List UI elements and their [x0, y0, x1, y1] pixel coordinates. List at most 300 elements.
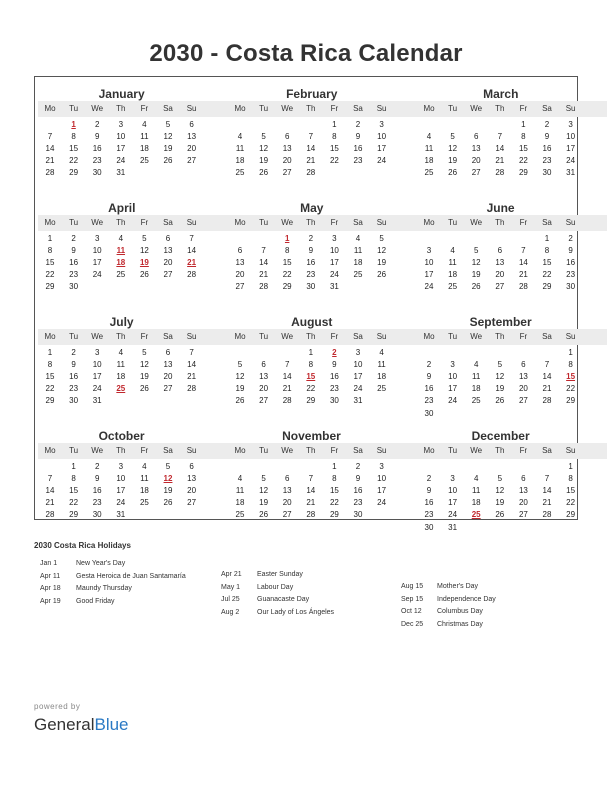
day-cell: 10 [566, 132, 576, 142]
day-cell: 13 [495, 258, 505, 268]
day-cell: 15 [329, 144, 339, 154]
month-name: October [98, 429, 145, 443]
weekday-label: Fr [330, 218, 339, 227]
day-cell: 12 [139, 360, 149, 370]
day-cell: 5 [497, 474, 503, 484]
day-cell: 9 [94, 132, 100, 142]
day-cell: 24 [116, 156, 126, 166]
day-cell: 22 [329, 498, 339, 508]
weekday-label: Sa [353, 332, 363, 341]
holiday-name: Maundy Thursday [76, 585, 132, 592]
weekday-label: Fr [519, 218, 528, 227]
weekday-label: Su [186, 218, 197, 227]
day-cell: 16 [92, 144, 102, 154]
weekday-label: Tu [69, 218, 79, 227]
day-cell: 14 [542, 372, 552, 382]
day-cell: 11 [472, 372, 481, 382]
weekday-label: Tu [448, 104, 458, 113]
day-cell: 24 [448, 510, 458, 520]
month-name: August [291, 315, 333, 329]
weekday-label: Fr [519, 104, 528, 113]
weekday-label: Mo [423, 446, 435, 455]
day-cell: 16 [92, 486, 102, 496]
holiday-day: 2 [332, 348, 337, 357]
weekday-label: Mo [44, 332, 56, 341]
day-cell: 1 [568, 462, 573, 471]
day-cell: 25 [471, 396, 481, 406]
day-cell: 28 [306, 168, 316, 178]
day-cell: 3 [94, 234, 100, 243]
day-cell: 26 [471, 282, 481, 292]
day-cell: 10 [92, 360, 102, 370]
weekday-label: Mo [423, 332, 435, 341]
day-cell: 18 [353, 258, 363, 268]
day-cell: 24 [92, 384, 102, 394]
day-cell: 2 [355, 462, 361, 471]
day-cell: 4 [355, 234, 361, 243]
weekday-label: Mo [44, 446, 56, 455]
holiday-day: 15 [566, 372, 576, 382]
day-cell: 1 [568, 348, 573, 357]
day-cell: 15 [45, 372, 55, 382]
day-cell: 24 [566, 156, 576, 166]
day-cell: 13 [518, 372, 528, 382]
day-cell: 22 [45, 270, 55, 280]
day-cell: 23 [566, 270, 576, 280]
day-cell: 12 [163, 132, 173, 142]
day-cell: 12 [259, 486, 269, 496]
month-name: March [483, 87, 519, 101]
day-cell: 4 [118, 348, 124, 357]
day-cell: 18 [235, 498, 245, 508]
weekday-label: Tu [69, 104, 79, 113]
weekday-label: Sa [163, 104, 173, 113]
day-cell: 6 [189, 462, 194, 471]
weekday-label: Mo [423, 218, 435, 227]
day-cell: 15 [542, 258, 552, 268]
day-cell: 21 [259, 270, 269, 280]
day-cell: 25 [139, 498, 149, 508]
day-cell: 21 [187, 372, 197, 382]
day-cell: 23 [69, 270, 79, 280]
day-cell: 19 [163, 144, 173, 154]
weekday-label: Su [565, 104, 576, 113]
day-cell: 11 [140, 132, 149, 142]
day-cell: 19 [495, 384, 505, 394]
day-cell: 29 [566, 510, 576, 520]
day-cell: 9 [426, 486, 432, 496]
day-cell: 26 [377, 270, 387, 280]
day-cell: 18 [139, 144, 149, 154]
weekday-label: Su [565, 218, 576, 227]
day-cell: 20 [235, 270, 245, 280]
day-cell: 31 [92, 396, 102, 406]
day-cell: 8 [332, 132, 337, 142]
weekday-label: Fr [140, 104, 149, 113]
weekday-label: Tu [448, 446, 458, 455]
weekday-header [38, 329, 228, 345]
holiday-day: 12 [163, 474, 173, 484]
day-cell: 11 [424, 144, 434, 154]
day-cell: 19 [259, 498, 269, 508]
day-cell: 7 [189, 234, 194, 243]
day-cell: 23 [69, 384, 79, 394]
weekday-label: Tu [69, 446, 79, 455]
weekday-label: Th [116, 446, 126, 455]
weekday-label: Tu [69, 332, 79, 341]
holiday-day: 25 [116, 384, 126, 394]
holiday-name: Gesta Heroica de Juan Santamaría [76, 572, 186, 580]
month-august [228, 307, 418, 420]
weekday-label: Fr [519, 332, 528, 341]
day-cell: 14 [495, 144, 505, 154]
day-cell: 17 [448, 384, 458, 394]
day-cell: 14 [518, 258, 528, 268]
holiday-day: 1 [71, 120, 76, 129]
day-cell: 17 [92, 372, 102, 382]
day-cell: 30 [69, 282, 79, 292]
day-cell: 25 [377, 384, 387, 394]
weekday-label: Su [186, 332, 197, 341]
weekday-label: We [281, 446, 294, 455]
day-cell: 25 [424, 168, 434, 178]
day-cell: 4 [450, 246, 455, 256]
weekday-label: Th [306, 104, 316, 113]
day-cell: 4 [473, 360, 479, 370]
weekday-label: We [281, 104, 294, 113]
day-cell: 23 [329, 384, 339, 394]
weekday-label: Sa [353, 104, 363, 113]
day-cell: 23 [92, 156, 102, 166]
day-cell: 12 [235, 372, 245, 382]
day-cell: 7 [308, 474, 314, 484]
day-cell: 14 [45, 486, 55, 496]
holiday-date: Jan 1 [40, 560, 58, 567]
weekday-label: Mo [44, 104, 56, 113]
month-name: September [469, 315, 532, 329]
day-cell: 31 [353, 396, 363, 406]
day-cell: 2 [544, 120, 550, 129]
day-cell: 5 [165, 462, 171, 471]
day-cell: 26 [139, 384, 149, 394]
day-cell: 10 [116, 474, 126, 484]
day-cell: 22 [566, 384, 576, 394]
day-cell: 2 [71, 234, 76, 243]
month-march [417, 79, 607, 192]
day-cell: 18 [424, 156, 434, 166]
day-cell: 8 [332, 474, 337, 484]
weekday-label: Sa [542, 332, 552, 341]
day-cell: 4 [426, 132, 432, 142]
day-cell: 27 [259, 396, 269, 406]
day-cell: 31 [116, 510, 126, 520]
holiday-name: Mother's Day [437, 583, 479, 590]
day-cell: 4 [142, 462, 147, 471]
day-cell: 27 [163, 384, 173, 394]
day-cell: 7 [47, 474, 53, 484]
day-cell: 13 [187, 132, 197, 142]
day-cell: 15 [566, 486, 576, 496]
weekday-label: Mo [234, 104, 246, 113]
day-cell: 3 [332, 234, 337, 243]
day-cell: 18 [116, 372, 126, 382]
day-cell: 17 [566, 144, 576, 154]
holidays-title: 2030 Costa Rica Holidays [34, 541, 131, 550]
holiday-name: Guanacaste Day [257, 596, 310, 603]
day-cell: 22 [542, 270, 552, 280]
weekday-label: Sa [542, 218, 552, 227]
holiday-date: Apr 19 [40, 597, 61, 605]
day-cell: 17 [424, 270, 434, 280]
day-cell: 6 [521, 474, 526, 484]
weekday-label: Th [495, 446, 505, 455]
day-cell: 16 [306, 258, 316, 268]
weekday-label: Tu [448, 332, 458, 341]
day-cell: 2 [94, 462, 100, 471]
day-cell: 16 [353, 144, 363, 154]
month-name: January [98, 87, 145, 101]
day-cell: 17 [329, 258, 339, 268]
month-may [228, 193, 418, 306]
weekday-label: Sa [353, 446, 363, 455]
day-cell: 18 [377, 372, 387, 382]
holiday-name: New Year's Day [76, 560, 126, 567]
calendar-grid [34, 76, 578, 532]
holiday-date: Jul 25 [221, 596, 240, 603]
day-cell: 27 [187, 498, 197, 508]
weekday-label: Su [376, 218, 387, 227]
day-cell: 16 [329, 372, 339, 382]
day-cell: 7 [47, 132, 53, 142]
weekday-label: Su [376, 104, 387, 113]
day-cell: 20 [282, 156, 292, 166]
day-cell: 16 [69, 258, 79, 268]
day-cell: 13 [235, 258, 245, 268]
day-cell: 31 [116, 168, 126, 178]
day-cell: 23 [306, 270, 316, 280]
holiday-date: Sep 15 [401, 595, 424, 603]
day-cell: 13 [282, 486, 292, 496]
month-name: November [282, 429, 341, 443]
day-cell: 26 [495, 396, 505, 406]
holiday-date: Apr 18 [40, 585, 61, 592]
day-cell: 19 [163, 486, 173, 496]
day-cell: 7 [308, 132, 314, 142]
day-cell: 8 [521, 132, 526, 142]
day-cell: 29 [329, 510, 339, 520]
day-cell: 5 [473, 246, 479, 256]
holiday-name: Christmas Day [437, 620, 483, 628]
weekday-label: We [281, 218, 294, 227]
day-cell: 13 [518, 486, 528, 496]
day-cell: 28 [45, 168, 55, 178]
month-name: April [108, 201, 136, 215]
month-name: February [286, 87, 338, 101]
day-cell: 20 [163, 258, 173, 268]
weekday-label: We [91, 104, 104, 113]
day-cell: 30 [92, 168, 102, 178]
day-cell: 8 [71, 474, 76, 484]
holiday-day: 19 [139, 258, 149, 268]
day-cell: 8 [47, 246, 53, 256]
holiday-name: Labour Day [257, 583, 294, 591]
day-cell: 29 [69, 510, 79, 520]
weekday-label: Sa [542, 446, 552, 455]
month-december [417, 421, 607, 534]
day-cell: 10 [116, 132, 126, 142]
day-cell: 22 [282, 270, 292, 280]
weekday-label: Su [376, 332, 387, 341]
day-cell: 22 [306, 384, 316, 394]
day-cell: 11 [353, 246, 363, 256]
day-cell: 13 [187, 474, 197, 484]
day-cell: 28 [542, 396, 552, 406]
day-cell: 13 [259, 372, 269, 382]
day-cell: 11 [116, 360, 125, 370]
day-cell: 21 [45, 156, 55, 166]
day-cell: 20 [495, 270, 505, 280]
day-cell: 29 [518, 168, 528, 178]
day-cell: 3 [450, 360, 455, 370]
day-cell: 9 [355, 474, 361, 484]
weekday-label: Mo [423, 104, 435, 113]
weekday-label: Su [186, 104, 197, 113]
day-cell: 11 [377, 360, 386, 370]
month-name: December [471, 429, 530, 443]
day-cell: 10 [377, 474, 387, 484]
day-cell: 14 [187, 360, 197, 370]
weekday-label: Mo [234, 218, 246, 227]
weekday-label: We [470, 218, 483, 227]
weekday-header [228, 215, 418, 231]
day-cell: 2 [568, 234, 573, 243]
day-cell: 27 [235, 282, 245, 292]
day-cell: 5 [142, 348, 147, 357]
day-cell: 11 [448, 258, 457, 268]
day-cell: 20 [282, 498, 292, 508]
day-cell: 26 [139, 270, 149, 280]
day-cell: 26 [259, 510, 269, 520]
day-cell: 10 [424, 258, 434, 268]
holiday-date: May 1 [221, 583, 241, 591]
page-title: 2030 - Costa Rica Calendar [149, 40, 463, 67]
weekday-header [228, 101, 418, 117]
weekday-label: Sa [163, 218, 173, 227]
day-cell: 25 [448, 282, 458, 292]
day-cell: 19 [235, 384, 245, 394]
day-cell: 2 [426, 360, 432, 370]
month-april [38, 193, 228, 306]
day-cell: 11 [235, 144, 245, 154]
weekday-label: Th [116, 104, 126, 113]
day-cell: 12 [448, 144, 458, 154]
day-cell: 16 [424, 384, 434, 394]
day-cell: 29 [69, 168, 79, 178]
day-cell: 9 [426, 372, 432, 382]
logo-text-blue: Blue [94, 715, 129, 734]
weekday-label: We [281, 332, 294, 341]
day-cell: 21 [518, 270, 528, 280]
holiday-name: Independence Day [437, 595, 496, 603]
day-cell: 28 [187, 384, 197, 394]
day-cell: 8 [71, 132, 76, 142]
day-cell: 28 [306, 510, 316, 520]
holiday-day: 18 [116, 258, 126, 268]
day-cell: 18 [471, 498, 481, 508]
day-cell: 28 [542, 510, 552, 520]
day-cell: 5 [261, 474, 266, 484]
month-november [228, 421, 418, 534]
weekday-label: Fr [140, 332, 149, 341]
weekday-label: Su [565, 332, 576, 341]
day-cell: 21 [306, 498, 316, 508]
day-cell: 8 [544, 246, 550, 256]
weekday-label: Tu [259, 332, 269, 341]
day-cell: 26 [495, 510, 505, 520]
day-cell: 30 [542, 168, 552, 178]
day-cell: 5 [450, 132, 455, 142]
day-cell: 10 [377, 132, 387, 142]
day-cell: 3 [118, 120, 124, 129]
day-cell: 30 [69, 396, 79, 406]
day-cell: 25 [235, 510, 245, 520]
day-cell: 4 [379, 348, 384, 357]
weekday-label: Fr [330, 332, 339, 341]
day-cell: 6 [521, 360, 526, 370]
day-cell: 6 [237, 246, 243, 256]
day-cell: 9 [308, 246, 314, 256]
month-name: July [109, 315, 134, 329]
day-cell: 16 [424, 498, 434, 508]
day-cell: 14 [306, 486, 316, 496]
day-cell: 7 [544, 360, 550, 370]
holiday-day: 1 [284, 234, 290, 243]
holiday-day: 11 [116, 246, 126, 256]
weekday-label: Sa [353, 218, 363, 227]
weekday-header [417, 101, 607, 117]
day-cell: 8 [284, 246, 290, 256]
day-cell: 1 [47, 234, 53, 243]
day-cell: 14 [542, 486, 552, 496]
day-cell: 28 [282, 396, 292, 406]
weekday-label: Mo [234, 446, 246, 455]
day-cell: 1 [332, 120, 337, 129]
day-cell: 14 [306, 144, 316, 154]
day-cell: 26 [163, 156, 173, 166]
month-january [38, 79, 228, 192]
weekday-label: Th [495, 104, 505, 113]
generalblue-logo[interactable] [34, 715, 129, 735]
day-cell: 21 [282, 384, 292, 394]
day-cell: 30 [92, 510, 102, 520]
holiday-name: Columbus Day [437, 608, 483, 615]
day-cell: 11 [472, 486, 481, 496]
day-cell: 12 [139, 246, 149, 256]
day-cell: 16 [69, 372, 79, 382]
day-cell: 1 [47, 348, 53, 357]
day-cell: 13 [163, 360, 173, 370]
day-cell: 9 [355, 132, 361, 142]
day-cell: 17 [448, 498, 458, 508]
day-cell: 29 [542, 282, 552, 292]
weekday-label: Su [376, 446, 387, 455]
day-cell: 10 [448, 486, 458, 496]
day-cell: 31 [329, 282, 339, 292]
day-cell: 11 [235, 486, 245, 496]
day-cell: 27 [282, 510, 292, 520]
day-cell: 27 [518, 396, 528, 406]
day-cell: 17 [377, 486, 387, 496]
